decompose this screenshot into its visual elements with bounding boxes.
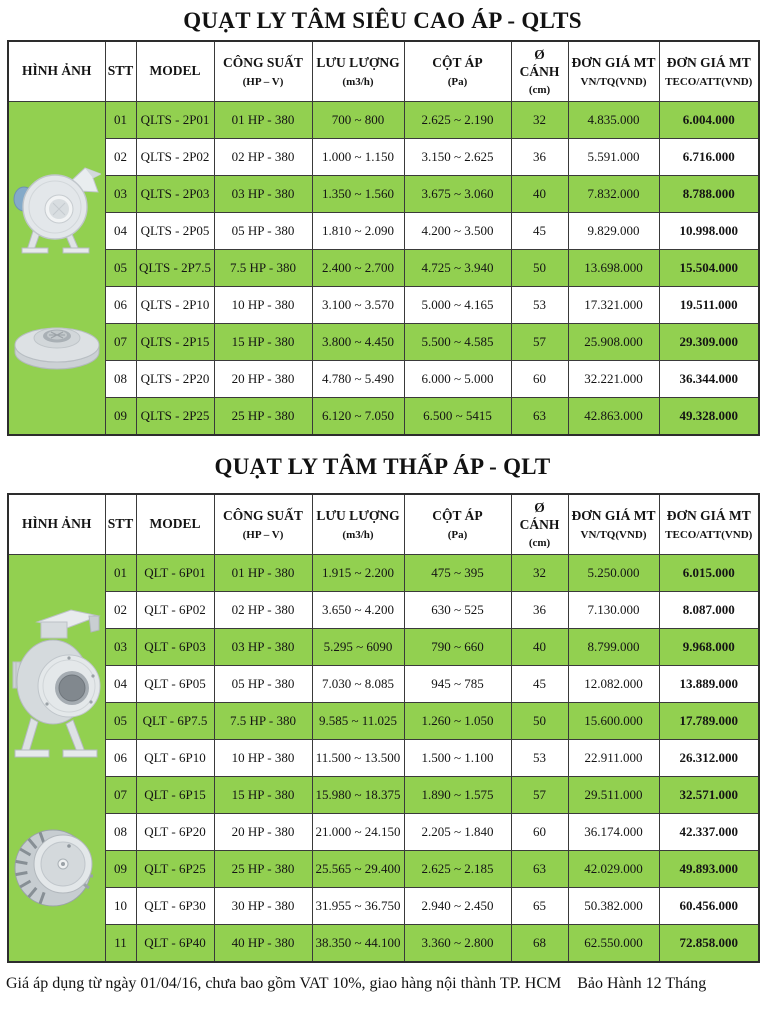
product-row — [8, 851, 759, 888]
impeller-disc-photo — [11, 313, 103, 371]
cell-cong-suat: 40 HP - 380 — [214, 925, 312, 963]
column-header-hinh-anh: HÌNH ẢNH — [8, 494, 105, 555]
cell-gia-vn: 15.600.000 — [568, 703, 659, 740]
cell-stt: 02 — [105, 592, 136, 629]
cell-gia-teco: 8.788.000 — [659, 176, 759, 213]
cell-cot-ap: 790 ~ 660 — [404, 629, 511, 666]
cell-gia-vn: 50.382.000 — [568, 888, 659, 925]
product-row — [8, 740, 759, 777]
cell-cot-ap: 1.890 ~ 1.575 — [404, 777, 511, 814]
cell-luu-luong: 31.955 ~ 36.750 — [312, 888, 404, 925]
cell-gia-vn: 5.591.000 — [568, 139, 659, 176]
product-row — [8, 925, 759, 963]
qlts-table-title: QUẠT LY TÂM SIÊU CAO ÁP - QLTS — [183, 8, 582, 33]
cell-gia-vn: 4.835.000 — [568, 102, 659, 139]
column-header-luu-luong: LƯU LƯỢNG (m3/h) — [312, 41, 404, 102]
cell-cong-suat: 03 HP - 380 — [214, 629, 312, 666]
cell-cot-ap: 2.625 ~ 2.185 — [404, 851, 511, 888]
cell-gia-teco: 60.456.000 — [659, 888, 759, 925]
cell-luu-luong: 4.780 ~ 5.490 — [312, 361, 404, 398]
cell-gia-teco: 19.511.000 — [659, 287, 759, 324]
cell-model: QLT - 6P02 — [136, 592, 214, 629]
cell-canh: 45 — [511, 213, 568, 250]
column-header-gia-vn: ĐƠN GIÁ MT VN/TQ(VND) — [568, 494, 659, 555]
cell-cot-ap: 2.625 ~ 2.190 — [404, 102, 511, 139]
cell-canh: 63 — [511, 851, 568, 888]
column-header-luu-luong: LƯU LƯỢNG (m3/h) — [312, 494, 404, 555]
cell-cong-suat: 05 HP - 380 — [214, 213, 312, 250]
cell-gia-vn: 13.698.000 — [568, 250, 659, 287]
product-row — [8, 361, 759, 398]
cell-cong-suat: 10 HP - 380 — [214, 287, 312, 324]
cell-cong-suat: 7.5 HP - 380 — [214, 250, 312, 287]
cell-model: QLTS - 2P25 — [136, 398, 214, 436]
cell-canh: 36 — [511, 592, 568, 629]
cell-gia-teco: 6.716.000 — [659, 139, 759, 176]
cell-cot-ap: 3.360 ~ 2.800 — [404, 925, 511, 963]
cell-cong-suat: 01 HP - 380 — [214, 102, 312, 139]
centrifugal-blower-side-photo — [13, 165, 101, 261]
column-header-gia-vn: ĐƠN GIÁ MT VN/TQ(VND) — [568, 41, 659, 102]
cell-cong-suat: 03 HP - 380 — [214, 176, 312, 213]
cell-luu-luong: 21.000 ~ 24.150 — [312, 814, 404, 851]
column-header-hinh-anh: HÌNH ẢNH — [8, 41, 105, 102]
warranty-text: Bảo Hành 12 Tháng — [577, 975, 707, 992]
cell-luu-luong: 11.500 ~ 13.500 — [312, 740, 404, 777]
cell-luu-luong: 15.980 ~ 18.375 — [312, 777, 404, 814]
price-terms-text: Giá áp dụng từ ngày 01/04/16, chưa bao gồm VAT 10%, giao hàng nội thành TP. HCM — [6, 975, 562, 992]
cell-canh: 60 — [511, 814, 568, 851]
cell-gia-vn: 7.130.000 — [568, 592, 659, 629]
column-header-model: MODEL — [136, 494, 214, 555]
cell-canh: 36 — [511, 139, 568, 176]
cell-model: QLTS - 2P01 — [136, 102, 214, 139]
cell-canh: 65 — [511, 888, 568, 925]
cell-gia-vn: 9.829.000 — [568, 213, 659, 250]
cell-model: QLTS - 2P05 — [136, 213, 214, 250]
cell-cong-suat: 10 HP - 380 — [214, 740, 312, 777]
cell-stt: 06 — [105, 287, 136, 324]
cell-stt: 02 — [105, 139, 136, 176]
product-row — [8, 555, 759, 592]
column-header-model: MODEL — [136, 41, 214, 102]
price-note — [6, 975, 759, 993]
cell-cot-ap: 2.940 ~ 2.450 — [404, 888, 511, 925]
cell-cot-ap: 3.150 ~ 2.625 — [404, 139, 511, 176]
cell-cot-ap: 6.000 ~ 5.000 — [404, 361, 511, 398]
cell-model: QLTS - 2P20 — [136, 361, 214, 398]
cell-canh: 60 — [511, 361, 568, 398]
cell-cong-suat: 01 HP - 380 — [214, 555, 312, 592]
header-row — [8, 41, 759, 102]
column-header-cong-suat: CÔNG SUẤT (HP – V) — [214, 494, 312, 555]
product-row — [8, 629, 759, 666]
cell-stt: 09 — [105, 398, 136, 436]
cell-cong-suat: 7.5 HP - 380 — [214, 703, 312, 740]
cell-gia-teco: 6.004.000 — [659, 102, 759, 139]
cell-stt: 08 — [105, 814, 136, 851]
product-row — [8, 176, 759, 213]
cell-canh: 40 — [511, 629, 568, 666]
cell-stt: 08 — [105, 361, 136, 398]
product-row — [8, 102, 759, 139]
cell-canh: 45 — [511, 666, 568, 703]
cell-cot-ap: 3.675 ~ 3.060 — [404, 176, 511, 213]
product-row — [8, 213, 759, 250]
column-header-cot-ap: CỘT ÁP (Pa) — [404, 494, 511, 555]
column-header-gia-teco: ĐƠN GIÁ MT TECO/ATT(VND) — [659, 41, 759, 102]
cell-stt: 01 — [105, 555, 136, 592]
product-row — [8, 287, 759, 324]
cell-canh: 40 — [511, 176, 568, 213]
cell-luu-luong: 38.350 ~ 44.100 — [312, 925, 404, 963]
cell-model: QLT - 6P10 — [136, 740, 214, 777]
cell-gia-vn: 5.250.000 — [568, 555, 659, 592]
cell-luu-luong: 1.810 ~ 2.090 — [312, 213, 404, 250]
cell-gia-teco: 32.571.000 — [659, 777, 759, 814]
cell-luu-luong: 1.000 ~ 1.150 — [312, 139, 404, 176]
cell-stt: 03 — [105, 629, 136, 666]
product-row — [8, 398, 759, 436]
cell-gia-vn: 22.911.000 — [568, 740, 659, 777]
cell-cot-ap: 2.205 ~ 1.840 — [404, 814, 511, 851]
cell-cong-suat: 05 HP - 380 — [214, 666, 312, 703]
cell-canh: 32 — [511, 102, 568, 139]
cell-cong-suat: 25 HP - 380 — [214, 398, 312, 436]
column-header-stt: STT — [105, 494, 136, 555]
cell-gia-teco: 36.344.000 — [659, 361, 759, 398]
cell-cot-ap: 6.500 ~ 5415 — [404, 398, 511, 436]
cell-canh: 32 — [511, 555, 568, 592]
cell-model: QLT - 6P03 — [136, 629, 214, 666]
cell-model: QLTS - 2P15 — [136, 324, 214, 361]
product-row — [8, 250, 759, 287]
cell-gia-teco: 15.504.000 — [659, 250, 759, 287]
cell-luu-luong: 7.030 ~ 8.085 — [312, 666, 404, 703]
product-row — [8, 139, 759, 176]
centrifugal-blower-front-photo — [11, 606, 103, 770]
cell-cong-suat: 02 HP - 380 — [214, 592, 312, 629]
cell-canh: 63 — [511, 398, 568, 436]
qlts-price-table — [7, 40, 760, 436]
column-header-cong-suat: CÔNG SUẤT (HP – V) — [214, 41, 312, 102]
product-row — [8, 888, 759, 925]
cell-model: QLT - 6P40 — [136, 925, 214, 963]
cell-cong-suat: 02 HP - 380 — [214, 139, 312, 176]
cell-cot-ap: 475 ~ 395 — [404, 555, 511, 592]
cell-model: QLTS - 2P02 — [136, 139, 214, 176]
cell-gia-vn: 8.799.000 — [568, 629, 659, 666]
cell-luu-luong: 9.585 ~ 11.025 — [312, 703, 404, 740]
cell-gia-teco: 9.968.000 — [659, 629, 759, 666]
cell-gia-teco: 29.309.000 — [659, 324, 759, 361]
cell-stt: 04 — [105, 666, 136, 703]
cell-gia-teco: 8.087.000 — [659, 592, 759, 629]
cell-gia-vn: 62.550.000 — [568, 925, 659, 963]
cell-stt: 04 — [105, 213, 136, 250]
cell-stt: 03 — [105, 176, 136, 213]
product-row — [8, 666, 759, 703]
cell-canh: 53 — [511, 287, 568, 324]
cell-gia-vn: 12.082.000 — [568, 666, 659, 703]
cell-luu-luong: 3.100 ~ 3.570 — [312, 287, 404, 324]
cell-gia-teco: 49.893.000 — [659, 851, 759, 888]
drum-impeller-photo — [13, 822, 101, 910]
product-image-stack — [9, 555, 105, 961]
cell-gia-teco: 42.337.000 — [659, 814, 759, 851]
product-row — [8, 814, 759, 851]
cell-canh: 53 — [511, 740, 568, 777]
cell-stt: 01 — [105, 102, 136, 139]
cell-cot-ap: 4.200 ~ 3.500 — [404, 213, 511, 250]
cell-gia-vn: 36.174.000 — [568, 814, 659, 851]
product-images-cell — [8, 555, 105, 963]
cell-model: QLT - 6P20 — [136, 814, 214, 851]
cell-cong-suat: 30 HP - 380 — [214, 888, 312, 925]
cell-gia-vn: 7.832.000 — [568, 176, 659, 213]
cell-gia-vn: 25.908.000 — [568, 324, 659, 361]
cell-cong-suat: 20 HP - 380 — [214, 361, 312, 398]
header-row — [8, 494, 759, 555]
cell-cot-ap: 4.725 ~ 3.940 — [404, 250, 511, 287]
product-images-cell — [8, 102, 105, 436]
cell-model: QLTS - 2P03 — [136, 176, 214, 213]
cell-model: QLT - 6P05 — [136, 666, 214, 703]
cell-gia-teco: 72.858.000 — [659, 925, 759, 963]
cell-canh: 57 — [511, 324, 568, 361]
column-header-cot-ap: CỘT ÁP (Pa) — [404, 41, 511, 102]
cell-cot-ap: 5.500 ~ 4.585 — [404, 324, 511, 361]
qlt-price-table — [7, 493, 760, 963]
cell-canh: 50 — [511, 250, 568, 287]
cell-luu-luong: 25.565 ~ 29.400 — [312, 851, 404, 888]
cell-stt: 07 — [105, 777, 136, 814]
qlt-table-title: QUẠT LY TÂM THẤP ÁP - QLT — [214, 454, 551, 479]
cell-canh: 50 — [511, 703, 568, 740]
cell-gia-teco: 6.015.000 — [659, 555, 759, 592]
cell-model: QLT - 6P15 — [136, 777, 214, 814]
cell-cot-ap: 5.000 ~ 4.165 — [404, 287, 511, 324]
product-image-stack — [9, 102, 105, 434]
cell-luu-luong: 2.400 ~ 2.700 — [312, 250, 404, 287]
cell-cot-ap: 1.500 ~ 1.100 — [404, 740, 511, 777]
cell-cong-suat: 25 HP - 380 — [214, 851, 312, 888]
product-row — [8, 592, 759, 629]
product-row — [8, 777, 759, 814]
cell-gia-teco: 13.889.000 — [659, 666, 759, 703]
cell-stt: 07 — [105, 324, 136, 361]
cell-gia-teco: 17.789.000 — [659, 703, 759, 740]
cell-luu-luong: 700 ~ 800 — [312, 102, 404, 139]
column-header-canh: Ø CÁNH (cm) — [511, 494, 568, 555]
cell-gia-vn: 42.863.000 — [568, 398, 659, 436]
cell-model: QLTS - 2P10 — [136, 287, 214, 324]
cell-model: QLTS - 2P7.5 — [136, 250, 214, 287]
cell-luu-luong: 1.350 ~ 1.560 — [312, 176, 404, 213]
cell-stt: 11 — [105, 925, 136, 963]
cell-cong-suat: 15 HP - 380 — [214, 777, 312, 814]
cell-cong-suat: 15 HP - 380 — [214, 324, 312, 361]
cell-model: QLT - 6P25 — [136, 851, 214, 888]
cell-luu-luong: 5.295 ~ 6090 — [312, 629, 404, 666]
cell-cot-ap: 1.260 ~ 1.050 — [404, 703, 511, 740]
cell-luu-luong: 1.915 ~ 2.200 — [312, 555, 404, 592]
cell-stt: 06 — [105, 740, 136, 777]
column-header-gia-teco: ĐƠN GIÁ MT TECO/ATT(VND) — [659, 494, 759, 555]
cell-model: QLT - 6P30 — [136, 888, 214, 925]
cell-canh: 68 — [511, 925, 568, 963]
cell-gia-teco: 10.998.000 — [659, 213, 759, 250]
cell-gia-teco: 26.312.000 — [659, 740, 759, 777]
cell-gia-vn: 29.511.000 — [568, 777, 659, 814]
cell-stt: 10 — [105, 888, 136, 925]
column-header-canh: Ø CÁNH (cm) — [511, 41, 568, 102]
cell-stt: 09 — [105, 851, 136, 888]
cell-stt: 05 — [105, 250, 136, 287]
cell-gia-teco: 49.328.000 — [659, 398, 759, 436]
cell-luu-luong: 3.800 ~ 4.450 — [312, 324, 404, 361]
cell-stt: 05 — [105, 703, 136, 740]
cell-gia-vn: 17.321.000 — [568, 287, 659, 324]
cell-cong-suat: 20 HP - 380 — [214, 814, 312, 851]
column-header-stt: STT — [105, 41, 136, 102]
cell-luu-luong: 6.120 ~ 7.050 — [312, 398, 404, 436]
cell-cot-ap: 945 ~ 785 — [404, 666, 511, 703]
cell-model: QLT - 6P01 — [136, 555, 214, 592]
product-row — [8, 324, 759, 361]
cell-luu-luong: 3.650 ~ 4.200 — [312, 592, 404, 629]
cell-gia-vn: 32.221.000 — [568, 361, 659, 398]
cell-gia-vn: 42.029.000 — [568, 851, 659, 888]
cell-cot-ap: 630 ~ 525 — [404, 592, 511, 629]
cell-canh: 57 — [511, 777, 568, 814]
product-row — [8, 703, 759, 740]
cell-model: QLT - 6P7.5 — [136, 703, 214, 740]
